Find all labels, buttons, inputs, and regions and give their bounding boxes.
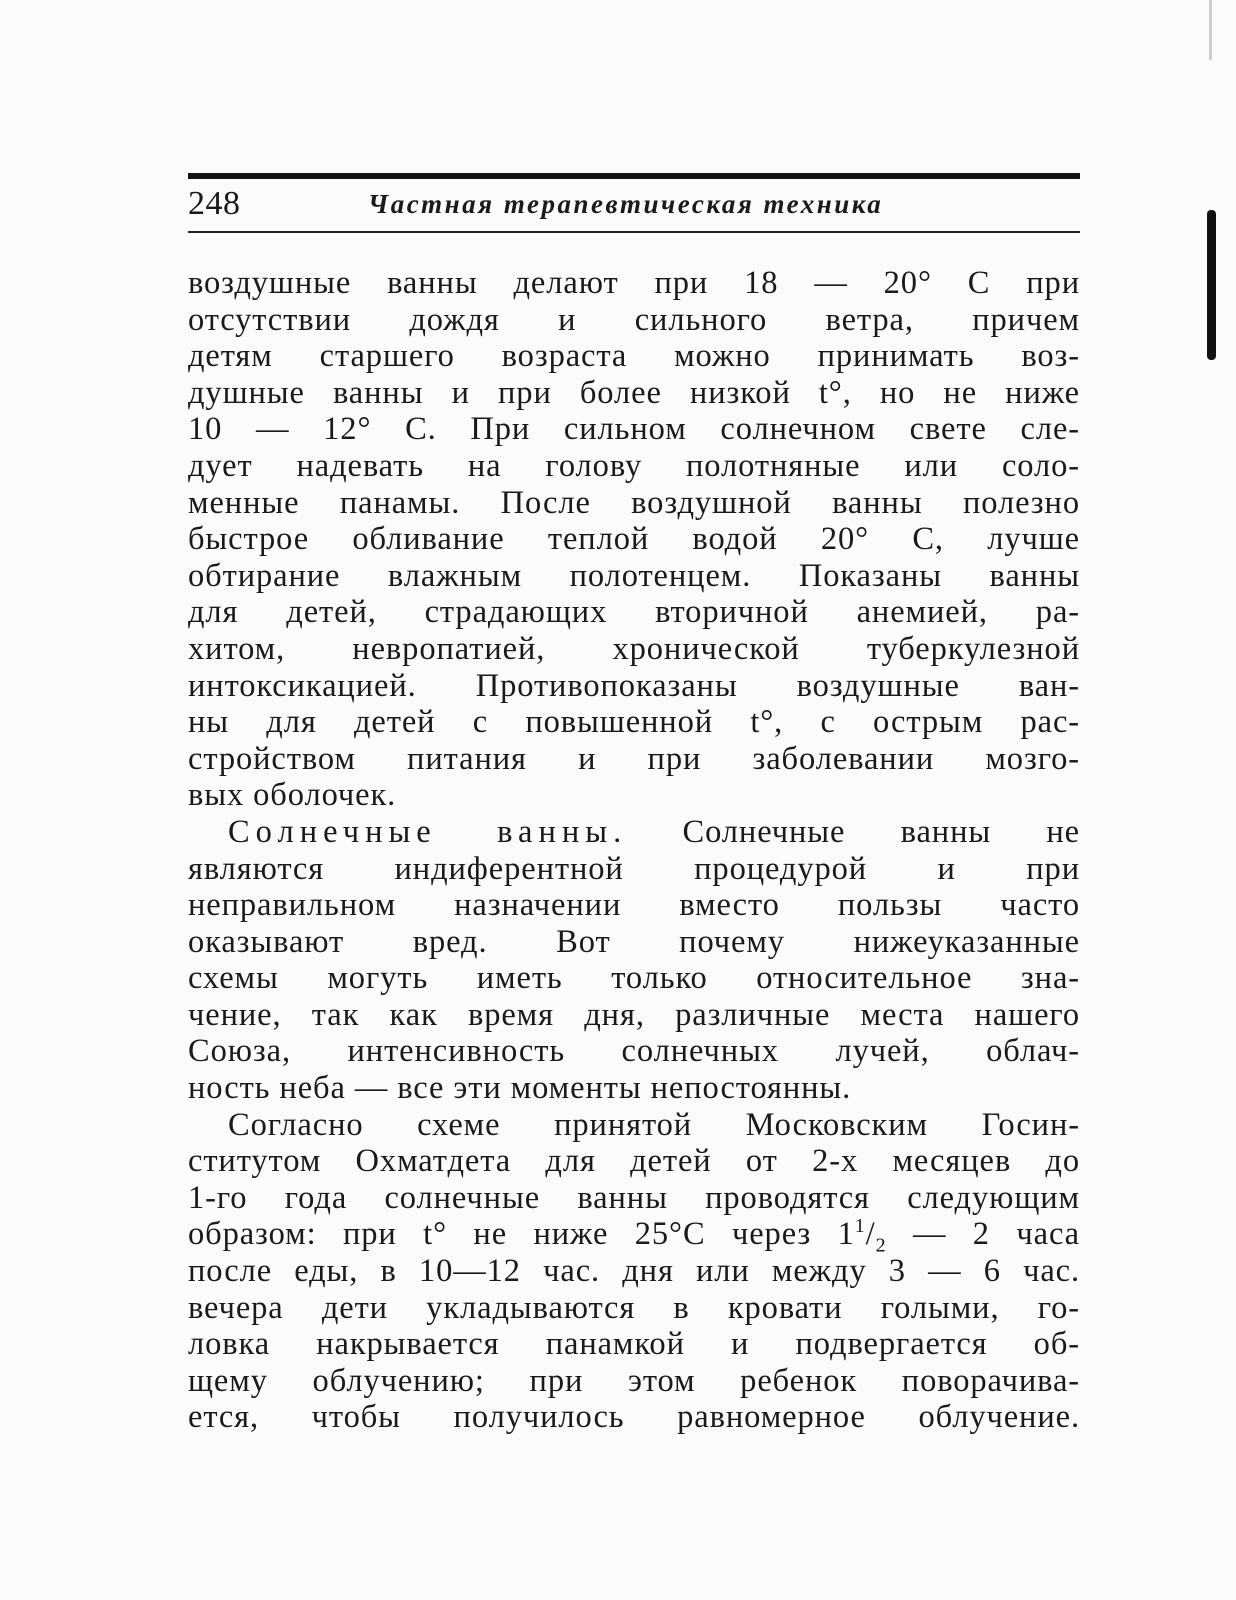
text-line: ность неба — все эти моменты непостоянны. — [188, 1070, 852, 1107]
text-fragment: — 2 часа — [886, 1216, 1080, 1253]
text-line: ститутом Охматдета для детей от 2-х месяцев до — [188, 1143, 1080, 1180]
running-title: Частная терапевтическая техника — [368, 189, 884, 219]
paragraph-scheme — [188, 1107, 1080, 1436]
text-line: являются индиферентной процедурой и при — [188, 850, 1080, 887]
text-line-fraction — [188, 1215, 1080, 1257]
text-line: менные панамы. После воздушной ванны полезно — [188, 484, 1080, 521]
text-line: стройством питания и при заболевании мозго- — [188, 740, 1080, 777]
text-line: отсутствии дождя и сильного ветра, причем — [188, 301, 1080, 338]
text-line: детям старшего возраста можно принимать воз- — [188, 338, 1080, 375]
paragraph-sun-baths — [188, 814, 1080, 1107]
text-line: щему облучению; при этом ребенок поворачива- — [188, 1362, 1080, 1399]
text-line: Согласно схеме принятой Московским Госин- — [228, 1106, 1080, 1143]
text-line: дует надевать на голову полотняные или соло- — [188, 447, 1080, 484]
text-line: хитом, невропатией, хронической туберкулезной — [188, 630, 1080, 667]
text-line: обтирание влажным полотенцем. Показаны ванны — [188, 557, 1080, 594]
text-line: чение, так как время дня, различные места нашего — [188, 996, 1080, 1033]
text-line: интоксикацией. Противопоказаны воздушные ван- — [188, 667, 1080, 704]
text-line: ны для детей с повышенной t°, с острым рас- — [188, 704, 1080, 741]
fraction-slash: / — [865, 1216, 876, 1253]
text-line: душные ванны и при более низкой t°, но не ниже — [188, 374, 1080, 411]
text-line: Союза, интенсивность солнечных лучей, облач- — [188, 1033, 1080, 1070]
paragraph-air-baths — [188, 265, 1080, 814]
body-text — [188, 265, 1080, 1436]
text-line: для детей, страдающих вторичной анемией, ра- — [188, 594, 1080, 631]
text-fragment: образом: при t° не ниже 25°С через 1 — [188, 1216, 855, 1253]
text-line: 10 — 12° С. При сильном солнечном свете сле- — [188, 411, 1080, 448]
text-line: воздушные ванны делают при 18 — 20° С при — [188, 265, 1080, 301]
text-line: ется, чтобы получилось равномерное облучение. — [188, 1399, 1080, 1436]
text-line: 1-го года солнечные ванны проводятся следующим — [188, 1179, 1080, 1216]
fraction-denominator: 2 — [875, 1234, 887, 1257]
text-fragment: Солнечные ванны не — [627, 813, 1081, 850]
header-rule-bottom — [188, 231, 1080, 233]
running-head — [188, 179, 1080, 227]
text-line: после еды, в 10—12 час. дня или между 3 — 6 час. — [188, 1253, 1080, 1290]
text-line: схемы могуть иметь только относительное зна- — [188, 960, 1080, 997]
text-line: быстрое обливание теплой водой 20° С, лучше — [188, 521, 1080, 558]
text-line: ловка накрывается панамкой и подвергается об- — [188, 1326, 1080, 1363]
text-line: вечера дети укладываются в кровати голыми, го- — [188, 1289, 1080, 1326]
scan-edge-mark-top — [1209, 0, 1212, 60]
text-line-first — [188, 814, 1080, 851]
text-line: вых оболочек. — [188, 777, 397, 814]
scan-edge-mark — [1207, 210, 1216, 360]
page-number: 248 — [188, 185, 241, 222]
text-line: оказывают вред. Вот почему нижеуказанные — [188, 923, 1080, 960]
book-page — [188, 173, 1080, 1436]
section-lead-spaced: Солнечные ванны. — [228, 813, 628, 850]
text-line: неправильном назначении вместо пользы часто — [188, 887, 1080, 924]
fraction-numerator: 1 — [854, 1215, 866, 1238]
